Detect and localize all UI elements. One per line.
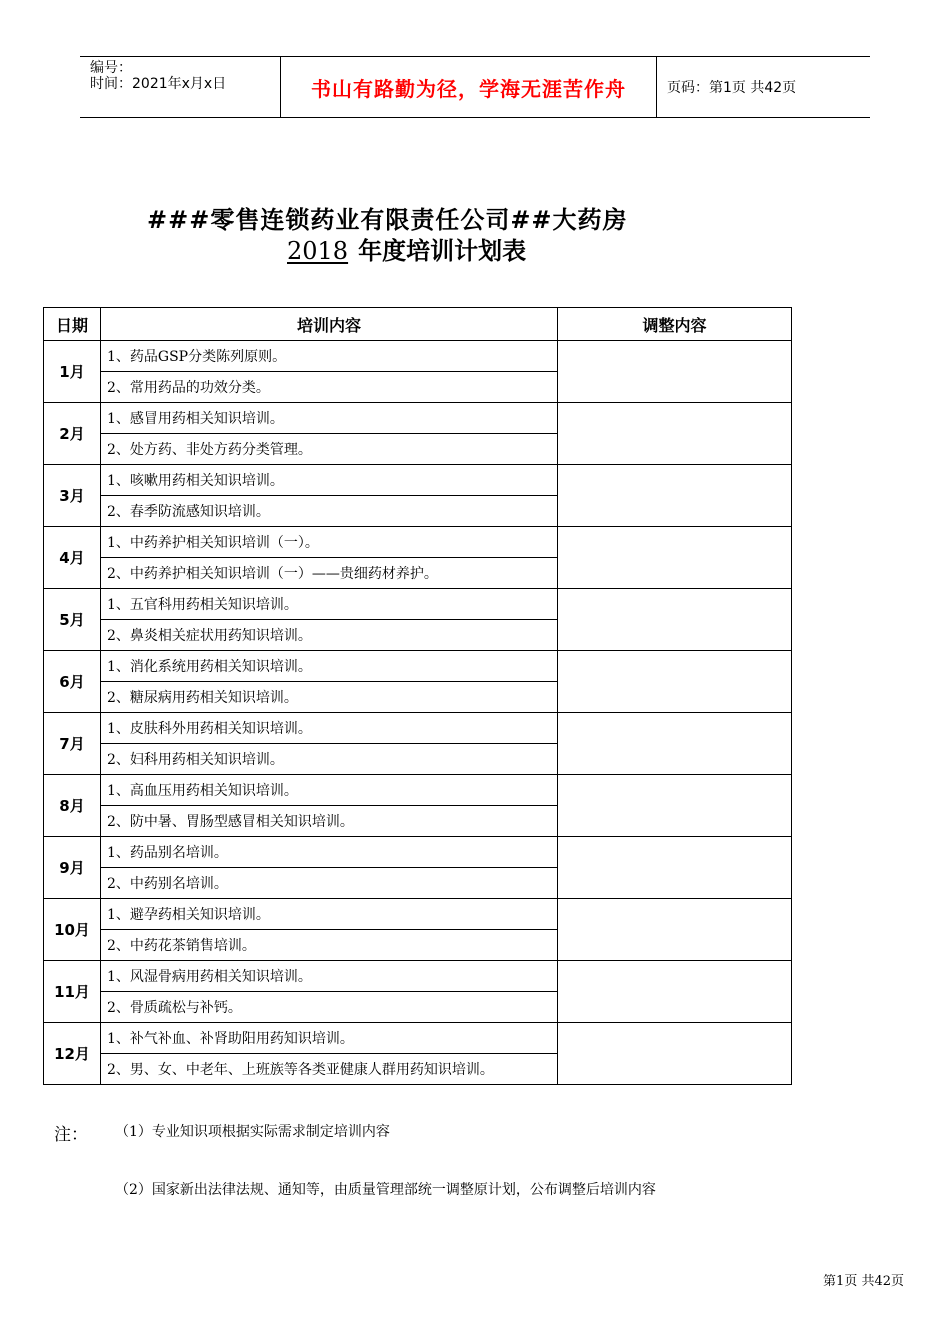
month-cell: 4月 — [44, 527, 101, 589]
month-cell: 5月 — [44, 589, 101, 651]
training-item-cell: 1、避孕药相关知识培训。 — [101, 899, 558, 930]
month-cell: 1月 — [44, 341, 101, 403]
training-item-cell: 2、春季防流感知识培训。 — [101, 496, 558, 527]
table-row — [44, 713, 792, 744]
header-page-info: 页码：第1页 共42页 — [667, 80, 797, 96]
adjust-cell — [558, 527, 792, 589]
adjust-cell — [558, 837, 792, 899]
time-label: 时间：2021年x月x日 — [90, 76, 227, 92]
table-row — [44, 837, 792, 868]
column-header-content: 培训内容 — [101, 308, 558, 341]
training-item-cell: 2、男、女、中老年、上班族等各类亚健康人群用药知识培训。 — [101, 1054, 558, 1085]
month-cell: 2月 — [44, 403, 101, 465]
month-cell: 11月 — [44, 961, 101, 1023]
table-row — [44, 341, 792, 372]
table-row — [44, 899, 792, 930]
adjust-cell — [558, 651, 792, 713]
plan-year: 2018 — [287, 237, 349, 265]
adjust-cell — [558, 713, 792, 775]
adjust-cell — [558, 465, 792, 527]
month-cell: 7月 — [44, 713, 101, 775]
document-header — [80, 56, 870, 118]
training-item-cell: 1、咳嗽用药相关知识培训。 — [101, 465, 558, 496]
training-plan-table — [43, 307, 792, 1085]
month-cell: 12月 — [44, 1023, 101, 1085]
table-body — [44, 341, 792, 1085]
training-item-cell: 2、糖尿病用药相关知识培训。 — [101, 682, 558, 713]
column-header-adjust: 调整内容 — [558, 308, 792, 341]
training-item-cell: 1、消化系统用药相关知识培训。 — [101, 651, 558, 682]
number-label: 编号： — [90, 60, 132, 76]
table-row — [44, 589, 792, 620]
table-row — [44, 1023, 792, 1054]
month-cell: 8月 — [44, 775, 101, 837]
training-item-cell: 1、风湿骨病用药相关知识培训。 — [101, 961, 558, 992]
training-item-cell: 2、中药养护相关知识培训（一）——贵细药材养护。 — [101, 558, 558, 589]
table-row — [44, 403, 792, 434]
month-cell: 9月 — [44, 837, 101, 899]
training-item-cell: 1、药品别名培训。 — [101, 837, 558, 868]
training-item-cell: 2、鼻炎相关症状用药知识培训。 — [101, 620, 558, 651]
training-item-cell: 1、中药养护相关知识培训（一）。 — [101, 527, 558, 558]
training-item-cell: 2、中药别名培训。 — [101, 868, 558, 899]
adjust-cell — [558, 1023, 792, 1085]
training-item-cell: 1、高血压用药相关知识培训。 — [101, 775, 558, 806]
month-cell: 6月 — [44, 651, 101, 713]
table-row — [44, 527, 792, 558]
training-item-cell: 2、骨质疏松与补钙。 — [101, 992, 558, 1023]
table-header-row — [44, 308, 792, 341]
document-title: ###零售连锁药业有限责任公司##大药房 — [147, 205, 628, 234]
training-item-cell: 1、皮肤科外用药相关知识培训。 — [101, 713, 558, 744]
training-item-cell: 1、感冒用药相关知识培训。 — [101, 403, 558, 434]
training-item-cell: 2、防中暑、胃肠型感冒相关知识培训。 — [101, 806, 558, 837]
note-item: （1）专业知识项根据实际需求制定培训内容 — [115, 1124, 390, 1140]
header-meta — [80, 57, 280, 117]
month-cell: 3月 — [44, 465, 101, 527]
training-item-cell: 2、处方药、非处方药分类管理。 — [101, 434, 558, 465]
training-item-cell: 2、妇科用药相关知识培训。 — [101, 744, 558, 775]
adjust-cell — [558, 961, 792, 1023]
adjust-cell — [558, 403, 792, 465]
header-motto: 书山有路勤为径，学海无涯苦作舟 — [280, 57, 657, 117]
column-header-date: 日期 — [44, 308, 101, 341]
adjust-cell — [558, 589, 792, 651]
adjust-cell — [558, 899, 792, 961]
table-row — [44, 465, 792, 496]
subtitle-text: 年度培训计划表 — [358, 236, 527, 265]
training-item-cell: 1、五官科用药相关知识培训。 — [101, 589, 558, 620]
adjust-cell — [558, 341, 792, 403]
table-row — [44, 651, 792, 682]
training-item-cell: 1、药品GSP分类陈列原则。 — [101, 341, 558, 372]
training-item-cell: 2、常用药品的功效分类。 — [101, 372, 558, 403]
month-cell: 10月 — [44, 899, 101, 961]
notes-label: 注： — [54, 1125, 88, 1145]
page-footer: 第1页 共42页 — [823, 1274, 904, 1289]
training-item-cell: 2、中药花茶销售培训。 — [101, 930, 558, 961]
adjust-cell — [558, 775, 792, 837]
training-item-cell: 1、补气补血、补肾助阳用药知识培训。 — [101, 1023, 558, 1054]
table-row — [44, 961, 792, 992]
table-row — [44, 775, 792, 806]
note-item: （2）国家新出法律法规、通知等，由质量管理部统一调整原计划，公布调整后培训内容 — [115, 1182, 656, 1198]
document-subtitle — [273, 231, 526, 266]
